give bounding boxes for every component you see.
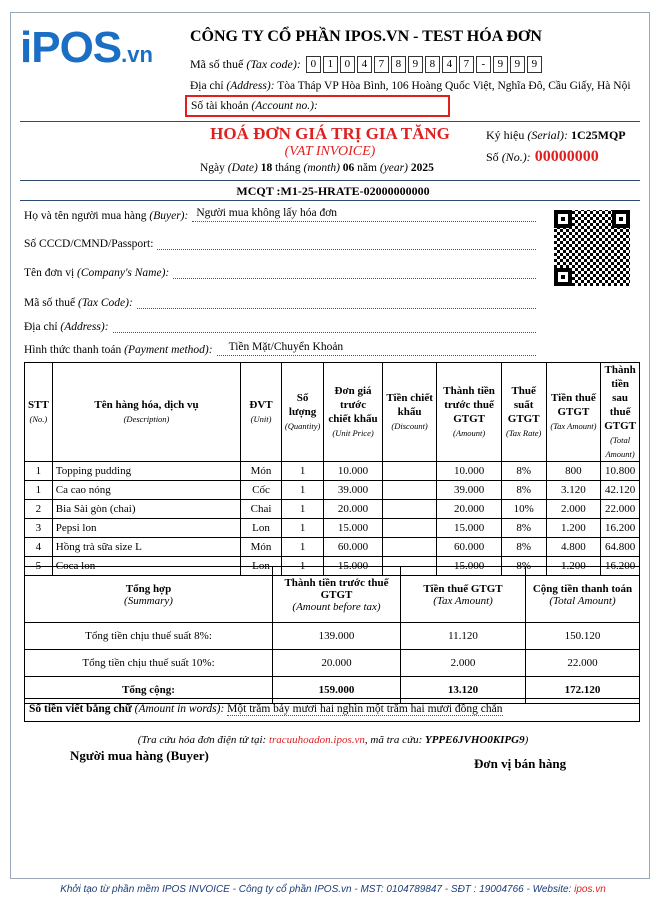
column-header: Tiền thuế GTGT (Tax Amount): [546, 363, 601, 462]
summary-tax-header: Tiền thuế GTGT (Tax Amount): [401, 567, 526, 623]
buyer-company-value: [173, 264, 536, 279]
items-table: [24, 362, 640, 576]
company-name: CÔNG TY CỔ PHẦN IPOS.VN - TEST HÓA ĐƠN: [190, 28, 542, 45]
table-row: 1 Ca cao nóng Cốc 1 39.000 39.000 8% 3.120 42.120: [25, 481, 640, 500]
table-row: 1 Topping pudding Món 1 10.000 10.000 8% 800 10.800: [25, 462, 640, 481]
summary-row: Tổng tiền chịu thuế suất 8%: 139.000 11.120 150.120: [25, 623, 640, 650]
tax-digit: 7: [374, 56, 389, 73]
lookup-link[interactable]: tracuuhoadon.ipos.vn: [268, 734, 365, 746]
tax-digit: 9: [408, 56, 423, 73]
table-row: 5 Coca lon Lon 1 15.000 15.000 8% 1.200 16.200: [25, 557, 640, 576]
qr-code: [554, 210, 630, 286]
seller-address: Địa chỉ (Address): Tòa Tháp VP Hòa Bình, 106 Hoàng Quốc Việt, Nghĩa Đô, Cầu Giấy, Hà Nội: [190, 80, 631, 92]
title-divider: [20, 180, 640, 181]
mcqt-code: MCQT :M1-25-HRATE-02000000000: [236, 184, 430, 198]
table-row: 2 Bia Sài gòn (chai) Chai 1 20.000 20.000 10% 2.000 22.000: [25, 500, 640, 519]
buyer-signature-label: Người mua hàng (Buyer): [70, 748, 209, 763]
summary-total-header: Cộng tiền thanh toán (Total Amount): [526, 567, 640, 623]
summary-label-cell: Tổng hợp (Summary): [25, 567, 273, 623]
column-header: Số lượng (Quantity): [281, 363, 323, 462]
tax-digit: -: [476, 56, 491, 73]
invoice-serial: Ký hiệu (Serial): 1C25MQP: [486, 128, 626, 142]
buyer-id-value: [157, 235, 536, 250]
tax-digit: 8: [391, 56, 406, 73]
tax-digit: 8: [425, 56, 440, 73]
tax-digit: 9: [493, 56, 508, 73]
tax-digit: 0: [306, 56, 321, 73]
summary-before-header: Thành tiền trước thuế GTGT (Amount before tax): [273, 567, 401, 623]
column-header: Tên hàng hóa, dịch vụ (Description): [52, 363, 240, 462]
tax-digit-boxes: [304, 56, 542, 73]
summary-table: [24, 566, 640, 704]
mcqt-divider: [20, 200, 640, 201]
ipos-logo: iPOS.vn: [20, 23, 153, 72]
buyer-tax-row: Mã số thuế (Tax Code):: [24, 294, 536, 309]
tax-digit: 0: [340, 56, 355, 73]
tax-digit: 7: [459, 56, 474, 73]
seller-signature-label: Đơn vị bán hàng: [474, 756, 567, 771]
seller-tax-code: Mã số thuế (Tax code): 0 1 0 4 7 8 9 8 4 7 - 9 9 9: [190, 56, 542, 73]
column-header: Thành tiền sau thuế GTGT (Total Amount): [601, 363, 640, 462]
buyer-address-row: Địa chỉ (Address):: [24, 318, 536, 333]
tax-digit: 9: [527, 56, 542, 73]
footer-link[interactable]: ipos.vn: [574, 884, 606, 895]
tax-digit: 9: [510, 56, 525, 73]
invoice-date: Ngày (Date) 18 tháng (month) 06 năm (year) 2025: [200, 162, 434, 174]
invoice-title: HOÁ ĐƠN GIÁ TRỊ GIA TĂNG (VAT INVOICE): [210, 124, 450, 159]
invoice-number: Số (No.): 00000000: [486, 148, 599, 165]
column-header: ĐVT (Unit): [241, 363, 282, 462]
amount-in-words: Số tiền viết bằng chữ (Amount in words): Một trăm bảy mươi hai nghìn một trăm hai mươi đồng chẵn: [24, 698, 640, 722]
column-header: Thuế suất GTGT (Tax Rate): [501, 363, 546, 462]
tax-digit: 1: [323, 56, 338, 73]
buyer-id-row: Số CCCD/CMND/Passport:: [24, 235, 536, 250]
buyer-address-value: [113, 318, 536, 333]
payment-method-value: Tiền Mặt/Chuyển Khoản: [217, 341, 536, 356]
summary-grand-row: Tổng cộng: 159.000 13.120 172.120: [25, 677, 640, 704]
account-number-field[interactable]: Số tài khoản (Account no.):: [185, 95, 450, 117]
summary-row: Tổng tiền chịu thuế suất 10%: 20.000 2.000 22.000: [25, 650, 640, 677]
lookup-note: (Tra cứu hóa đơn điện tử tại: tracuuhoadon.ipos.vn, mã tra cứu: YPPE6JVHO0KIPG9): [137, 734, 529, 746]
buyer-name-row: Họ và tên người mua hàng (Buyer): Người mua không lấy hóa đơn: [24, 207, 536, 222]
column-header: Tiền chiết khấu (Discount): [382, 363, 437, 462]
column-header: Đơn giá trước chiết khấu (Unit Price): [324, 363, 382, 462]
table-row: 4 Hồng trà sữa size L Món 1 60.000 60.000 8% 4.800 64.800: [25, 538, 640, 557]
header-divider: [20, 121, 640, 122]
footer-note: Khởi tạo từ phần mềm IPOS INVOICE - Công ty cổ phần IPOS.vn - MST: 0104789847 - SĐT : 19004766 - Website: ipos.vn: [60, 884, 606, 895]
column-header: STT (No.): [25, 363, 53, 462]
buyer-name-value: Người mua không lấy hóa đơn: [192, 207, 536, 222]
payment-method-row: Hình thức thanh toán (Payment method): Tiền Mặt/Chuyển Khoản: [24, 341, 536, 356]
buyer-company-row: Tên đơn vị (Company's Name):: [24, 264, 536, 279]
tax-digit: 4: [442, 56, 457, 73]
buyer-tax-value: [137, 294, 536, 309]
column-header: Thành tiền trước thuế GTGT (Amount): [437, 363, 501, 462]
table-row: 3 Pepsi lon Lon 1 15.000 15.000 8% 1.200 16.200: [25, 519, 640, 538]
tax-digit: 4: [357, 56, 372, 73]
